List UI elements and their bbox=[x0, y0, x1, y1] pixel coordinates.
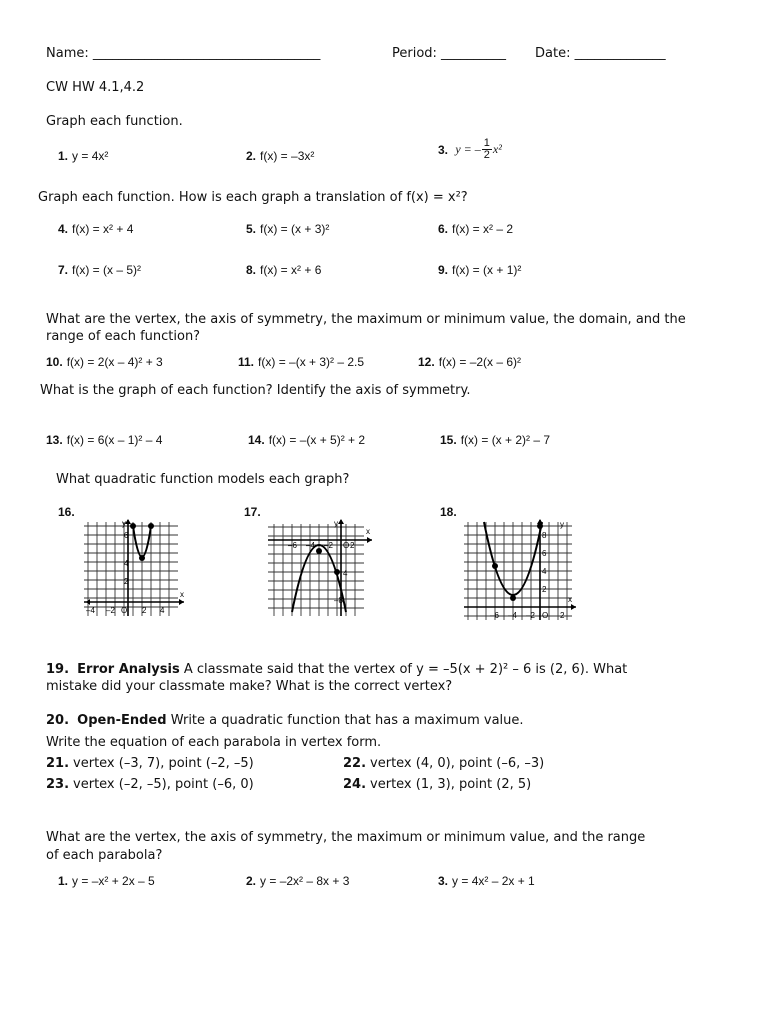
problem-number: 16. bbox=[58, 505, 75, 519]
problem-number: 22. bbox=[343, 756, 367, 771]
problem-expression: f(x) = x² + 4 bbox=[72, 222, 134, 236]
problem-23 bbox=[46, 777, 254, 792]
problem-title: Error Analysis bbox=[77, 662, 180, 677]
problem-21 bbox=[46, 756, 254, 771]
tick-label: 2 bbox=[542, 585, 547, 594]
tick-label: 2 bbox=[350, 541, 355, 550]
axes bbox=[268, 520, 372, 616]
problem-expression: f(x) = x² – 2 bbox=[452, 222, 514, 236]
instruction-vertex-line1: What are the vertex, the axis of symmetry, the maximum or minimum value, the domain, and the bbox=[46, 312, 686, 327]
point-marker bbox=[492, 563, 498, 569]
question-3 bbox=[438, 874, 535, 888]
tick-label: 6 bbox=[542, 549, 547, 558]
problem-number: 19. bbox=[46, 662, 70, 677]
problem-number: 2. bbox=[246, 149, 257, 163]
problem-6 bbox=[438, 222, 513, 236]
problem-number: 1. bbox=[58, 149, 69, 163]
problem-7 bbox=[58, 263, 141, 277]
problem-number: 18. bbox=[440, 505, 457, 519]
problem-text: vertex (–2, –5), point (–6, 0) bbox=[73, 777, 254, 792]
tick-label: 2 bbox=[142, 606, 147, 615]
problem-number: 2. bbox=[246, 874, 257, 888]
problem-10 bbox=[46, 355, 163, 369]
problem-number: 5. bbox=[246, 222, 257, 236]
tick-label: –2 bbox=[324, 541, 333, 550]
tick-label: 4 bbox=[160, 606, 165, 615]
tick-label: 6 bbox=[124, 531, 129, 540]
question-1 bbox=[58, 874, 155, 888]
y-axis-label: y bbox=[334, 519, 338, 528]
problem-number: 20. bbox=[46, 713, 70, 728]
name-field[interactable]: Name: ___________________________________ bbox=[46, 46, 321, 61]
problem-14 bbox=[248, 433, 365, 447]
problem-expression: f(x) = –(x + 5)² + 2 bbox=[268, 433, 366, 447]
problem-expression: y = –2x² – 8x + 3 bbox=[260, 874, 350, 888]
problem-3 bbox=[438, 138, 502, 161]
y-axis-arrow bbox=[338, 519, 344, 524]
worksheet-title: CW HW 4.1,4.2 bbox=[46, 80, 145, 95]
problem-12 bbox=[418, 355, 521, 369]
instruction-parabola-line2: of each parabola? bbox=[46, 848, 163, 863]
instruction-translation: Graph each function. How is each graph a translation of f(x) = x²? bbox=[38, 190, 468, 205]
vertex-marker bbox=[316, 548, 322, 554]
problem-9 bbox=[438, 263, 521, 277]
problem-number: 23. bbox=[46, 777, 70, 792]
tick-label: –4 bbox=[306, 541, 315, 550]
problem-20 bbox=[46, 713, 524, 728]
problem-expression: f(x) = (x – 5)² bbox=[72, 263, 142, 277]
fraction-denominator: 2 bbox=[483, 149, 490, 161]
problem-18-number bbox=[440, 505, 461, 519]
problem-number: 3. bbox=[438, 874, 449, 888]
tick-label: –8 bbox=[334, 596, 343, 605]
tick-label: 4 bbox=[542, 567, 547, 576]
point-marker bbox=[148, 523, 154, 529]
instruction-parabola-line1: What are the vertex, the axis of symmetry, the maximum or minimum value, and the range bbox=[46, 830, 646, 845]
problem-expression: f(x) = –2(x – 6)² bbox=[438, 355, 522, 369]
problem-expression-rhs: x² bbox=[492, 142, 502, 156]
tick-label: 8 bbox=[542, 531, 547, 540]
instruction-axis: What is the graph of each function? Identify the axis of symmetry. bbox=[40, 383, 471, 398]
problem-number: 9. bbox=[438, 263, 449, 277]
problem-5 bbox=[246, 222, 329, 236]
problem-expression: f(x) = 2(x – 4)² + 3 bbox=[66, 355, 163, 369]
tick-label: –6 bbox=[490, 611, 499, 620]
problem-8 bbox=[246, 263, 321, 277]
problem-expression: y = –x² + 2x – 5 bbox=[72, 874, 155, 888]
problem-number: 24. bbox=[343, 777, 367, 792]
problem-number: 21. bbox=[46, 756, 70, 771]
x-axis-arrow bbox=[367, 537, 372, 543]
problem-16-number bbox=[58, 505, 79, 519]
fraction-numerator: 1 bbox=[483, 137, 490, 149]
point-marker bbox=[537, 523, 543, 529]
problem-expression: f(x) = –3x² bbox=[260, 149, 315, 163]
problem-13 bbox=[46, 433, 162, 447]
y-axis-label: y bbox=[560, 520, 564, 529]
tick-label: 4 bbox=[124, 559, 129, 568]
problem-expression: f(x) = (x + 1)² bbox=[452, 263, 522, 277]
problem-expression-lhs: y = – bbox=[455, 142, 481, 156]
y-axis-label: y bbox=[122, 519, 126, 528]
vertex-marker bbox=[139, 555, 145, 561]
fraction bbox=[482, 138, 492, 161]
problem-19-line2: mistake did your classmate make? What is the correct vertex? bbox=[46, 679, 453, 694]
problem-expression: f(x) = x² + 6 bbox=[260, 263, 322, 277]
grid bbox=[464, 522, 572, 620]
x-axis-label: x bbox=[568, 595, 572, 604]
date-field[interactable]: Date: ______________ bbox=[535, 46, 666, 61]
problem-22 bbox=[343, 756, 544, 771]
tick-label: –6 bbox=[288, 541, 297, 550]
problem-text: vertex (4, 0), point (–6, –3) bbox=[370, 756, 545, 771]
graph-16-svg bbox=[84, 518, 190, 618]
problem-number: 14. bbox=[248, 433, 265, 447]
problem-text: vertex (–3, 7), point (–2, –5) bbox=[73, 756, 254, 771]
x-axis-label: x bbox=[366, 527, 370, 536]
tick-label: 2 bbox=[560, 611, 565, 620]
problem-15 bbox=[440, 433, 550, 447]
origin-label: O bbox=[542, 611, 549, 620]
problem-text: vertex (1, 3), point (2, 5) bbox=[370, 777, 532, 792]
tick-label: 2 bbox=[124, 577, 129, 586]
tick-label: 4 bbox=[343, 569, 348, 578]
problem-number: 12. bbox=[418, 355, 435, 369]
x-axis-arrow-right bbox=[179, 599, 184, 605]
problem-4 bbox=[58, 222, 133, 236]
graph-17 bbox=[268, 518, 376, 618]
tick-label: –2 bbox=[106, 606, 115, 615]
x-axis-label: x bbox=[180, 590, 184, 599]
problem-title: Open-Ended bbox=[77, 713, 167, 728]
problem-number: 8. bbox=[246, 263, 257, 277]
problem-19 bbox=[46, 662, 627, 677]
problem-text-line1: A classmate said that the vertex of y = –5(x + 2)² – 6 is (2, 6). What bbox=[183, 662, 628, 677]
instruction-vertex-form: Write the equation of each parabola in vertex form. bbox=[46, 735, 382, 750]
problem-number: 13. bbox=[46, 433, 63, 447]
problem-17-number bbox=[244, 505, 265, 519]
tick-label: –2 bbox=[526, 611, 535, 620]
period-field[interactable]: Period: __________ bbox=[392, 46, 507, 61]
tick-label: –4 bbox=[508, 611, 517, 620]
problem-text: Write a quadratic function that has a maximum value. bbox=[170, 713, 524, 728]
grid bbox=[268, 524, 364, 616]
problem-11 bbox=[238, 355, 364, 369]
problem-number: 15. bbox=[440, 433, 457, 447]
point-marker bbox=[334, 569, 340, 575]
problem-expression: f(x) = –(x + 3)² – 2.5 bbox=[258, 355, 365, 369]
problem-expression: y = 4x² – 2x + 1 bbox=[452, 874, 535, 888]
problem-24 bbox=[343, 777, 531, 792]
origin-label: O bbox=[343, 541, 350, 550]
problem-number: 11. bbox=[238, 355, 255, 369]
instruction-vertex-line2: range of each function? bbox=[46, 329, 201, 344]
problem-expression: f(x) = (x + 3)² bbox=[260, 222, 330, 236]
problem-expression: f(x) = 6(x – 1)² – 4 bbox=[66, 433, 163, 447]
x-axis-arrow bbox=[571, 604, 576, 610]
origin-label: O bbox=[121, 606, 128, 615]
instruction-model: What quadratic function models each graph? bbox=[56, 472, 350, 487]
problem-number: 10. bbox=[46, 355, 63, 369]
vertex-marker bbox=[510, 595, 516, 601]
problem-number: 7. bbox=[58, 263, 69, 277]
graph-17-svg bbox=[268, 518, 376, 618]
instruction-graph: Graph each function. bbox=[46, 114, 183, 129]
problem-number: 17. bbox=[244, 505, 261, 519]
point-marker bbox=[130, 523, 136, 529]
problem-expression: f(x) = (x + 2)² – 7 bbox=[460, 433, 551, 447]
graph-18 bbox=[464, 518, 578, 622]
problem-number: 1. bbox=[58, 874, 69, 888]
problem-number: 6. bbox=[438, 222, 449, 236]
problem-expression: y = 4x² bbox=[72, 149, 109, 163]
problem-number: 3. bbox=[438, 142, 449, 157]
question-2 bbox=[246, 874, 349, 888]
problem-2 bbox=[246, 149, 314, 163]
graph-16 bbox=[84, 518, 190, 618]
problem-number: 4. bbox=[58, 222, 69, 236]
problem-1 bbox=[58, 149, 108, 163]
tick-label: –4 bbox=[86, 606, 95, 615]
graph-18-svg bbox=[464, 518, 578, 622]
